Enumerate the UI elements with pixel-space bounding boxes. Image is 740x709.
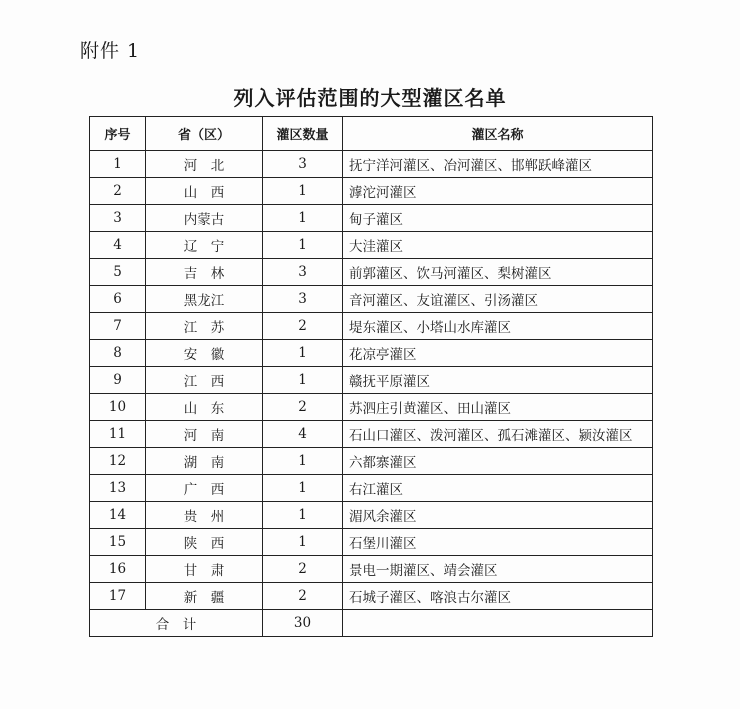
- cell-serial-number: 8: [90, 340, 146, 367]
- cell-province: 广 西: [146, 475, 263, 502]
- cell-serial-number: 9: [90, 367, 146, 394]
- cell-serial-number: 16: [90, 556, 146, 583]
- table-row: [90, 583, 653, 610]
- table-row: [90, 151, 653, 178]
- table-row: [90, 232, 653, 259]
- cell-district-names: 音河灌区、友谊灌区、引汤灌区: [343, 286, 653, 313]
- table-row: [90, 502, 653, 529]
- table-row: [90, 448, 653, 475]
- cell-district-count: 3: [263, 151, 343, 178]
- cell-serial-number: 13: [90, 475, 146, 502]
- cell-province: 河 南: [146, 421, 263, 448]
- cell-province: 黑龙江: [146, 286, 263, 313]
- table-header-row: [90, 117, 653, 151]
- cell-district-names: 花凉亭灌区: [343, 340, 653, 367]
- cell-district-names: 湄风余灌区: [343, 502, 653, 529]
- cell-district-count: 1: [263, 178, 343, 205]
- cell-district-names: 堤东灌区、小塔山水库灌区: [343, 313, 653, 340]
- table-row: [90, 367, 653, 394]
- cell-province: 河 北: [146, 151, 263, 178]
- table-row: [90, 475, 653, 502]
- cell-serial-number: 14: [90, 502, 146, 529]
- cell-serial-number: 10: [90, 394, 146, 421]
- cell-district-count: 1: [263, 367, 343, 394]
- cell-district-count: 1: [263, 232, 343, 259]
- cell-province: 贵 州: [146, 502, 263, 529]
- cell-serial-number: 7: [90, 313, 146, 340]
- table-total-row: [90, 610, 653, 637]
- cell-province: 江 苏: [146, 313, 263, 340]
- cell-district-names: 抚宁洋河灌区、冶河灌区、邯郸跃峰灌区: [343, 151, 653, 178]
- cell-district-count: 3: [263, 259, 343, 286]
- document-title: 列入评估范围的大型灌区名单: [233, 86, 507, 110]
- cell-district-names: 六都寨灌区: [343, 448, 653, 475]
- cell-district-count: 2: [263, 394, 343, 421]
- table-row: [90, 529, 653, 556]
- table-row: [90, 421, 653, 448]
- cell-serial-number: 12: [90, 448, 146, 475]
- irrigation-district-table: [89, 116, 653, 637]
- cell-district-count: 1: [263, 502, 343, 529]
- total-names-empty: [343, 610, 653, 637]
- cell-serial-number: 5: [90, 259, 146, 286]
- cell-serial-number: 2: [90, 178, 146, 205]
- total-count: 30: [263, 610, 343, 637]
- table-row: [90, 259, 653, 286]
- cell-district-count: 2: [263, 556, 343, 583]
- cell-district-names: 右江灌区: [343, 475, 653, 502]
- cell-district-names: 石城子灌区、喀浪古尔灌区: [343, 583, 653, 610]
- cell-district-names: 石山口灌区、泼河灌区、孤石滩灌区、颍汝灌区: [343, 421, 653, 448]
- cell-province: 江 西: [146, 367, 263, 394]
- total-label: 合 计: [90, 610, 263, 637]
- header-serial-number: 序号: [90, 117, 146, 151]
- cell-province: 甘 肃: [146, 556, 263, 583]
- cell-district-names: 滹沱河灌区: [343, 178, 653, 205]
- cell-serial-number: 1: [90, 151, 146, 178]
- cell-district-names: 前郭灌区、饮马河灌区、梨树灌区: [343, 259, 653, 286]
- cell-serial-number: 17: [90, 583, 146, 610]
- cell-serial-number: 11: [90, 421, 146, 448]
- table-row: [90, 394, 653, 421]
- cell-district-names: 石堡川灌区: [343, 529, 653, 556]
- cell-district-names: 景电一期灌区、靖会灌区: [343, 556, 653, 583]
- cell-district-names: 大洼灌区: [343, 232, 653, 259]
- header-district-count: 灌区数量: [263, 117, 343, 151]
- cell-province: 湖 南: [146, 448, 263, 475]
- cell-district-count: 2: [263, 313, 343, 340]
- cell-serial-number: 6: [90, 286, 146, 313]
- table-row: [90, 178, 653, 205]
- cell-district-count: 2: [263, 583, 343, 610]
- table-row: [90, 286, 653, 313]
- header-district-names: 灌区名称: [343, 117, 653, 151]
- cell-province: 吉 林: [146, 259, 263, 286]
- table-row: [90, 340, 653, 367]
- cell-province: 安 徽: [146, 340, 263, 367]
- cell-province: 山 东: [146, 394, 263, 421]
- cell-province: 陕 西: [146, 529, 263, 556]
- cell-province: 山 西: [146, 178, 263, 205]
- cell-district-count: 1: [263, 340, 343, 367]
- table-row: [90, 313, 653, 340]
- cell-province: 新 疆: [146, 583, 263, 610]
- cell-district-names: 苏泗庄引黄灌区、田山灌区: [343, 394, 653, 421]
- table-row: [90, 205, 653, 232]
- cell-district-names: 赣抚平原灌区: [343, 367, 653, 394]
- cell-district-names: 甸子灌区: [343, 205, 653, 232]
- cell-district-count: 1: [263, 475, 343, 502]
- cell-district-count: 4: [263, 421, 343, 448]
- header-province: 省（区）: [146, 117, 263, 151]
- cell-serial-number: 3: [90, 205, 146, 232]
- cell-serial-number: 4: [90, 232, 146, 259]
- cell-province: 辽 宁: [146, 232, 263, 259]
- cell-district-count: 1: [263, 448, 343, 475]
- cell-province: 内蒙古: [146, 205, 263, 232]
- cell-district-count: 1: [263, 529, 343, 556]
- cell-district-count: 3: [263, 286, 343, 313]
- attachment-label: 附件 1: [80, 40, 141, 62]
- table-row: [90, 556, 653, 583]
- cell-district-count: 1: [263, 205, 343, 232]
- cell-serial-number: 15: [90, 529, 146, 556]
